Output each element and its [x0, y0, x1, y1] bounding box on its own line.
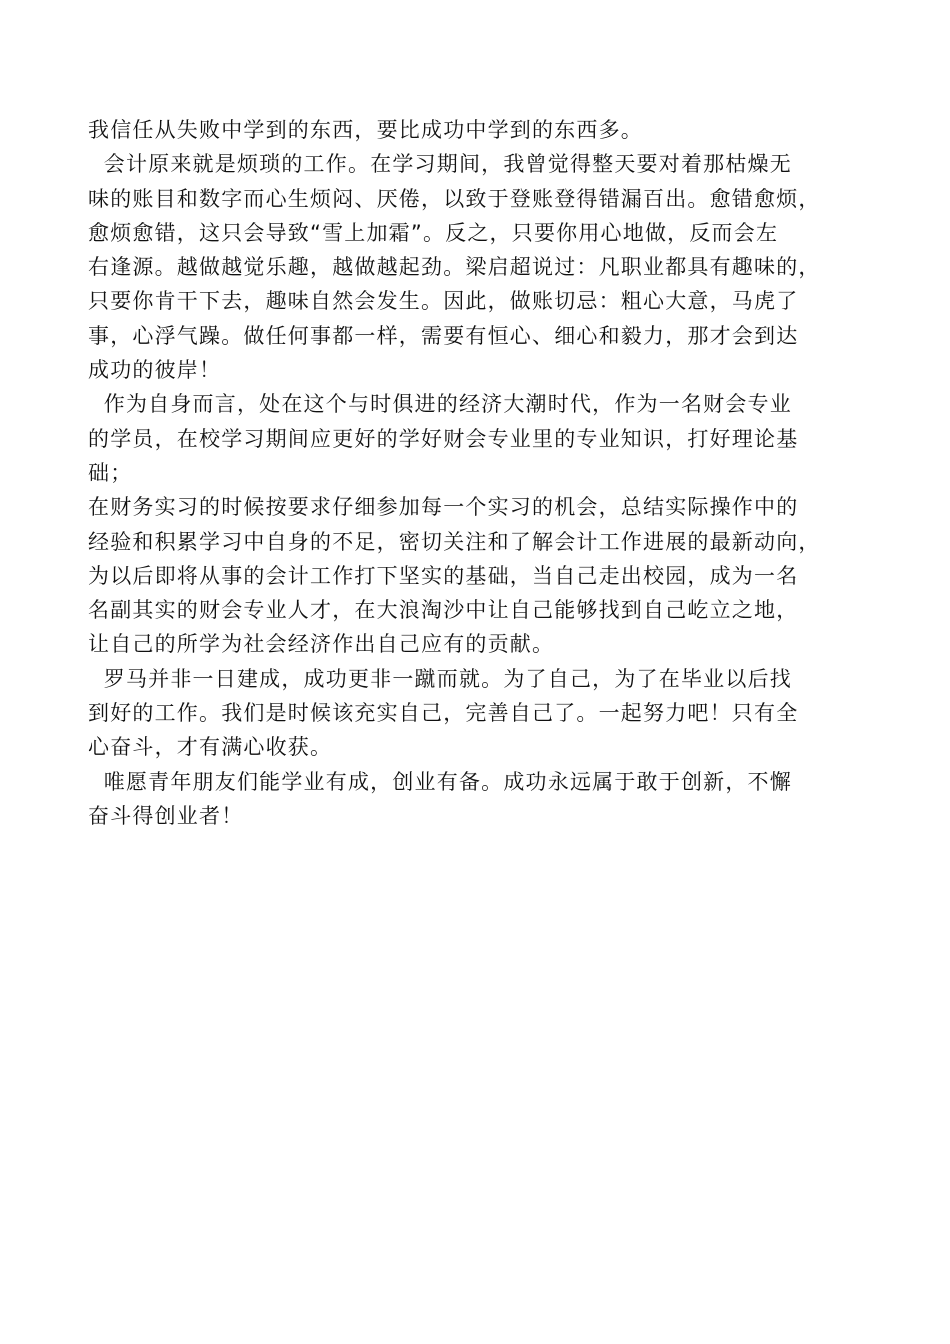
text-line: 唯愿青年朋友们能学业有成，创业有备。成功永远属于敢于创新，不懈 — [88, 769, 792, 794]
text-line: 只要你肯干下去，趣味自然会发生。因此，做账切忌：粗心大意，马虎了 — [88, 289, 799, 314]
text-line: 在财务实习的时候按要求仔细参加每一个实习的机会，总结实际操作中的 — [88, 495, 799, 520]
text-line: 名副其实的财会专业人才，在大浪淘沙中让自己能够找到自己屹立之地， — [88, 598, 799, 623]
text-line: 我信任从失败中学到的东西，要比成功中学到的东西多。 — [88, 118, 643, 142]
text-line: 的学员，在校学习期间应更好的学好财会专业里的专业知识，打好理论基 — [88, 426, 799, 451]
text-line: 经验和积累学习中自身的不足，密切关注和了解会计工作进展的最新动向， — [88, 529, 821, 554]
text-line: 罗马并非一日建成，成功更非一蹴而就。为了自己，为了在毕业以后找 — [88, 666, 792, 691]
text-line: 作为自身而言，处在这个与时俱进的经济大潮时代，作为一名财会专业 — [88, 392, 792, 417]
text-line: 会计原来就是烦琐的工作。在学习期间，我曾觉得整天要对着那枯燥无 — [88, 152, 792, 177]
text-line: 奋斗得创业者！ — [88, 803, 244, 828]
text-line: 味的账目和数字而心生烦闷、厌倦，以致于登账登得错漏百出。愈错愈烦， — [88, 186, 821, 211]
text-line: 础； — [88, 460, 133, 485]
text-line: 事，心浮气躁。做任何事都一样，需要有恒心、细心和毅力，那才会到达 — [88, 323, 799, 348]
text-line: 让自己的所学为社会经济作出自己应有的贡献。 — [88, 632, 555, 657]
text-line: 为以后即将从事的会计工作打下坚实的基础，当自己走出校园，成为一名 — [88, 563, 799, 588]
text-line: 成功的彼岸！ — [88, 358, 222, 383]
document-body — [88, 113, 888, 833]
text-line: 心奋斗，才有满心收获。 — [88, 735, 333, 760]
text-line: 右逢源。越做越觉乐趣，越做越起劲。梁启超说过：凡职业都具有趣味的， — [88, 255, 821, 280]
text-line: 愈烦愈错，这只会导致“雪上加霜”。反之，只要你用心地做，反而会左 — [88, 220, 779, 245]
text-line: 到好的工作。我们是时候该充实自己，完善自己了。一起努力吧！只有全 — [88, 701, 799, 726]
